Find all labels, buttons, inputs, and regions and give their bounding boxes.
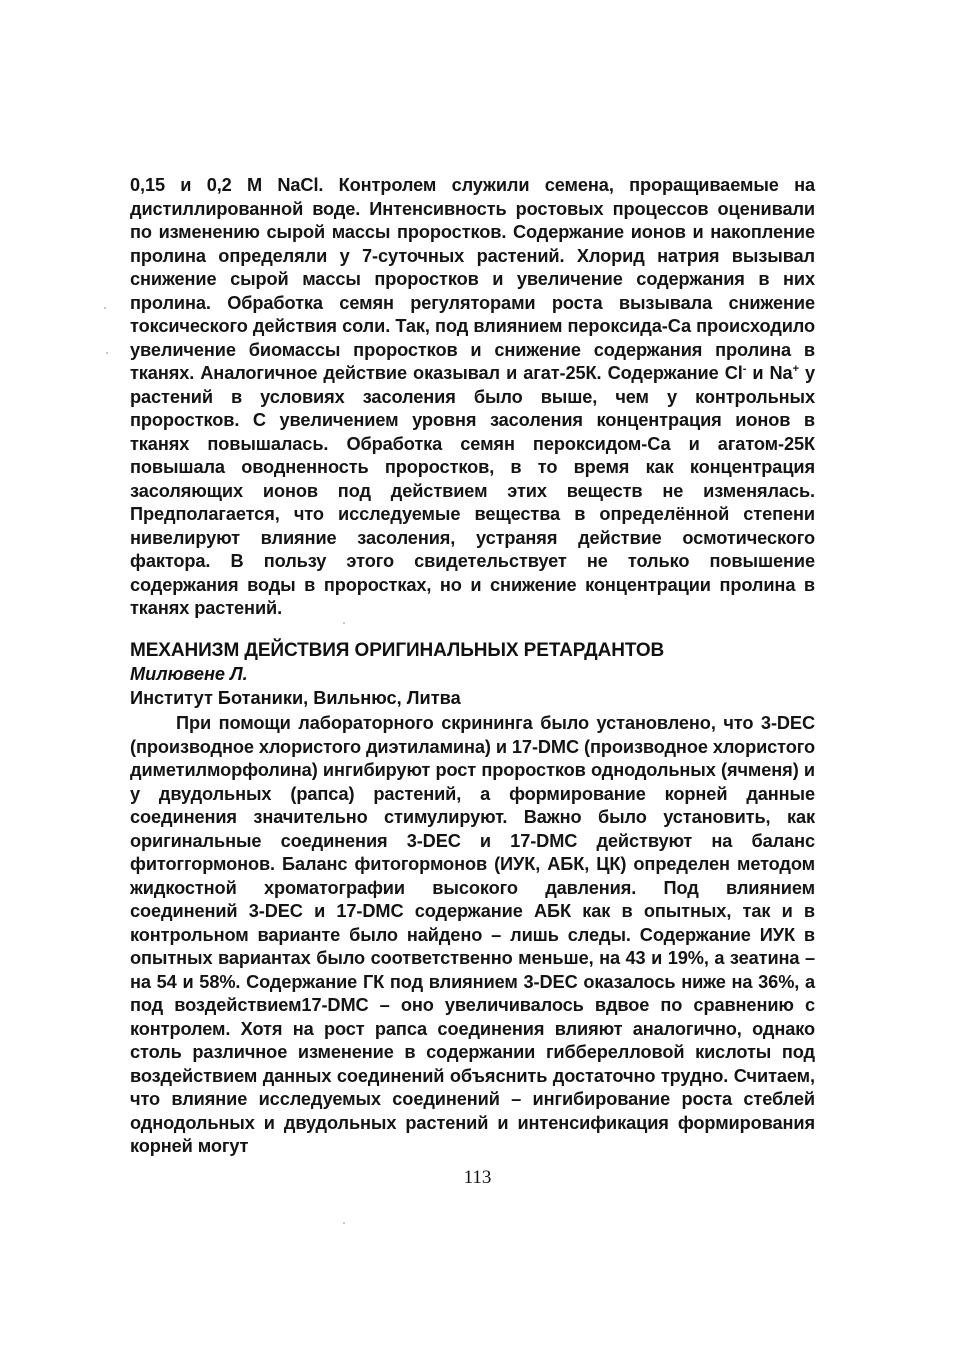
chloride-charge: - [742, 362, 747, 375]
paragraph-salinity-results [130, 174, 815, 621]
paragraph-text-part: у растений в условиях засоления было выше, чем у контрольных проростков. С увеличением уровня засоления концентрация ионов в тканях повышалась. Обработка семян пероксидом-Са и агатом-25К повышала оводненность проростков, в то время как концентрация засоляющих ионов под действием этих веществ не изменялась. Предполагается, что исследуемые вещества в определённой степени нивелируют влияние засоления, устраняя действие осмотического фактора. В пользу этого свидетельствует не только повышение содержания воды в проростках, но и снижение концентрации пролина в тканях растений. [130, 363, 815, 618]
article-title: МЕХАНИЗМ ДЕЙСТВИЯ ОРИГИНАЛЬНЫХ РЕТАРДАНТОВ [130, 640, 665, 661]
page-number: 113 [463, 1167, 492, 1188]
scan-speck [343, 622, 345, 624]
article-affiliation: Институт Ботаники, Вильнюс, Литва [130, 688, 461, 708]
article-author: Милювене Л. [130, 664, 248, 684]
scan-speck [106, 352, 108, 354]
scan-speck [343, 1222, 345, 1224]
sodium-charge: + [792, 362, 799, 375]
paragraph-text-part: и Na [746, 363, 793, 383]
scan-speck [104, 307, 106, 309]
article-body: При помощи лабораторного скрининга было установлено, что 3-DEC (производное хлористого диэтиламина) и 17-DMC (производное хлористого диметилморфолина) ингибируют рост проростков однодольных (ячменя) и у двудольных (рапса) растений, а формирование корней данные соединения значительно стимулируют. Важно было установить, как оригинальные соединения 3-DEC и 17-DMC действуют на баланс фитоггормонов. Баланс фитогормонов (ИУК, АБК, ЦК) определен методом жидкостной хроматографии высокого давления. Под влиянием соединений 3-DEC и 17-DMC содержание АБК как в опытных, так и в контрольном варианте было найдено – лишь следы. Содержание ИУК в опытных вариантах было соответственно меньше, на 43 и 19%, а зеатина – на 54 и 58%. Содержание ГК под влиянием 3-DEC оказалось ниже на 36%, а под воздействием17-DMC – оно увеличивалось вдвое по сравнению с контролем. Хотя на рост рапса соединения влияют аналогично, однако столь различное изменение в содержании гибберелловой кислоты под воздействием данных соединений объяснить достаточно трудно. Считаем, что влияние исследуемых соединений – ингибирование роста стеблей однодольных и двудольных растений и интенсификация формирования корней могут [130, 713, 815, 1156]
paragraph-text-part: 0,15 и 0,2 М NaCl. Контролем служили семена, проращиваемые на дистиллированной воде. Интенсивность ростовых процессов оценивали по изменению сырой массы проростков. Содержание ионов и накопление пролина определяли у 7-суточных растений. Хлорид натрия вызывал снижение сырой массы проростков и увеличение содержания в них пролина. Обработка семян регуляторами роста вызывала снижение токсического действия соли. Так, под влиянием пероксида-Са происходило увеличение биомассы проростков и снижение содержания пролина в тканях. Аналогичное действие оказывал и агат-25К. Содержание Cl [130, 175, 815, 383]
